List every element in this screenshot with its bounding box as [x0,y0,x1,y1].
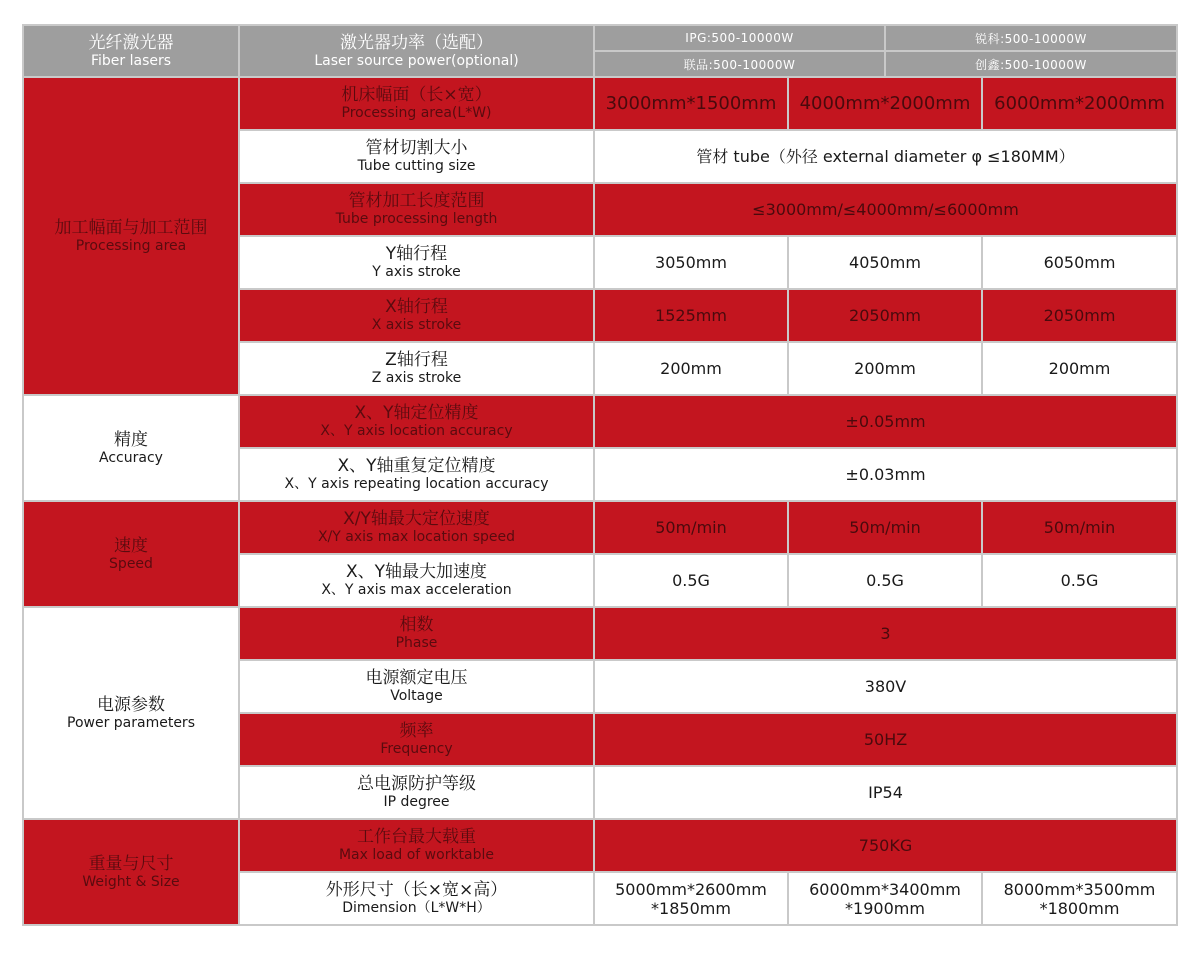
group-speed [23,501,239,607]
param-en: X axis stroke [371,316,462,333]
param-en: X/Y axis max location speed [317,528,516,545]
value-cell: 200mm [788,342,982,395]
dimension-line-1: 6000mm*3400mm [809,879,961,899]
param-zh: 机床幅面（长×宽） [341,84,492,105]
param-cell [239,289,594,342]
param-cell [239,183,594,236]
value-cell: 50m/min [788,501,982,554]
param-cell [239,448,594,501]
param-zh: 管材加工长度范围 [348,190,485,211]
param-en: Dimension（L*W*H） [342,899,491,916]
group-label-zh: 精度 [114,430,148,450]
param-zh: X、Y轴定位精度 [354,402,479,423]
param-zh: X/Y轴最大定位速度 [343,508,490,529]
value-cell: 1525mm [594,289,788,342]
group-label-en: Speed [109,556,153,572]
value-cell: 0.5G [982,554,1177,607]
param-zh: 电源额定电压 [365,667,468,688]
param-cell [239,342,594,395]
value-cell: ≤3000mm/≤4000mm/≤6000mm [594,183,1177,236]
group-weight [23,819,239,925]
value-cell: 380V [594,660,1177,713]
value-cell: 50m/min [594,501,788,554]
param-cell [239,660,594,713]
param-cell [239,130,594,183]
param-en: Frequency [380,740,453,757]
value-cell: ±0.03mm [594,448,1177,501]
param-en: Phase [395,634,438,651]
value-cell: 200mm [594,342,788,395]
param-zh: 总电源防护等级 [357,773,476,794]
value-cell: 50m/min [982,501,1177,554]
param-cell [239,554,594,607]
value-cell: 4000mm*2000mm [788,77,982,130]
param-zh: X轴行程 [385,296,448,317]
param-en: X、Y axis repeating location accuracy [284,475,549,492]
param-zh: Z轴行程 [385,349,448,370]
param-zh: 工作台最大载重 [357,826,476,847]
value-cell [594,872,788,925]
header-category-en: Fiber lasers [90,53,172,69]
header-source-raycus: 锐科:500-10000W [885,25,1177,51]
table-row [23,819,1177,872]
param-cell [239,819,594,872]
param-cell [239,77,594,130]
value-cell: 0.5G [788,554,982,607]
dimension-line-2: *1900mm [845,898,925,918]
param-cell [239,766,594,819]
value-cell: 2050mm [788,289,982,342]
param-cell [239,501,594,554]
value-cell: 3000mm*1500mm [594,77,788,130]
param-zh: 频率 [399,720,434,741]
param-cell [239,395,594,448]
group-label-en: Processing area [75,238,187,254]
table-row [23,395,1177,448]
param-en: X、Y axis location accuracy [320,422,513,439]
value-cell: 3 [594,607,1177,660]
param-zh: X、Y轴重复定位精度 [337,455,496,476]
group-power [23,607,239,819]
value-cell [788,872,982,925]
group-label-zh: 重量与尺寸 [88,854,174,874]
param-zh: Y轴行程 [385,243,448,264]
group-label-en: Accuracy [99,450,163,466]
group-label-zh: 速度 [114,536,148,556]
value-cell: 3050mm [594,236,788,289]
param-cell [239,236,594,289]
value-cell [982,872,1177,925]
header-source-lianpin: 联品:500-10000W [594,51,885,77]
dimension-line-2: *1800mm [1039,898,1120,918]
dimension-line-2: *1850mm [651,898,731,918]
value-cell: 2050mm [982,289,1177,342]
group-label-zh: 加工幅面与加工范围 [54,218,208,238]
table-row [23,607,1177,660]
param-en: Max load of worktable [338,846,495,863]
group-label-en: Power parameters [67,715,195,731]
header-source-ipg: IPG:500-10000W [594,25,885,51]
param-cell [239,607,594,660]
param-en: IP degree [383,793,450,810]
header-category-zh: 光纤激光器 [88,33,174,53]
param-zh: X、Y轴最大加速度 [345,561,488,582]
param-zh: 相数 [399,614,434,635]
param-en: Tube processing length [335,210,498,227]
param-en: Processing area(L*W) [341,104,492,121]
spec-table [22,24,1178,926]
value-cell: 4050mm [788,236,982,289]
value-cell: 6000mm*2000mm [982,77,1177,130]
value-cell: ±0.05mm [594,395,1177,448]
param-en: X、Y axis max acceleration [321,581,512,598]
param-en: Z axis stroke [371,369,462,386]
value-cell: IP54 [594,766,1177,819]
param-en: Y axis stroke [372,263,461,280]
header-category-cell [23,25,239,77]
value-cell: 50HZ [594,713,1177,766]
header-param-en: Laser source power(optional) [314,53,519,69]
param-cell [239,872,594,925]
header-param-cell [239,25,594,77]
table-row [23,501,1177,554]
group-processing [23,77,239,395]
param-en: Tube cutting size [357,157,476,174]
header-row [23,25,1177,51]
param-en: Voltage [390,687,443,704]
param-zh: 管材切割大小 [365,137,468,158]
group-label-zh: 电源参数 [97,695,165,715]
header-source-max: 创鑫:500-10000W [885,51,1177,77]
group-accuracy [23,395,239,501]
value-cell: 管材 tube（外径 external diameter φ ≤180MM） [594,130,1177,183]
value-cell: 0.5G [594,554,788,607]
value-cell: 6050mm [982,236,1177,289]
table-row [23,77,1177,130]
value-cell: 750KG [594,819,1177,872]
param-zh: 外形尺寸（长×宽×高） [325,879,508,900]
dimension-line-1: 5000mm*2600mm [615,879,767,899]
value-cell: 200mm [982,342,1177,395]
param-cell [239,713,594,766]
group-label-en: Weight & Size [82,874,180,890]
header-param-zh: 激光器功率（选配） [340,33,493,53]
dimension-line-1: 8000mm*3500mm [1003,879,1156,899]
